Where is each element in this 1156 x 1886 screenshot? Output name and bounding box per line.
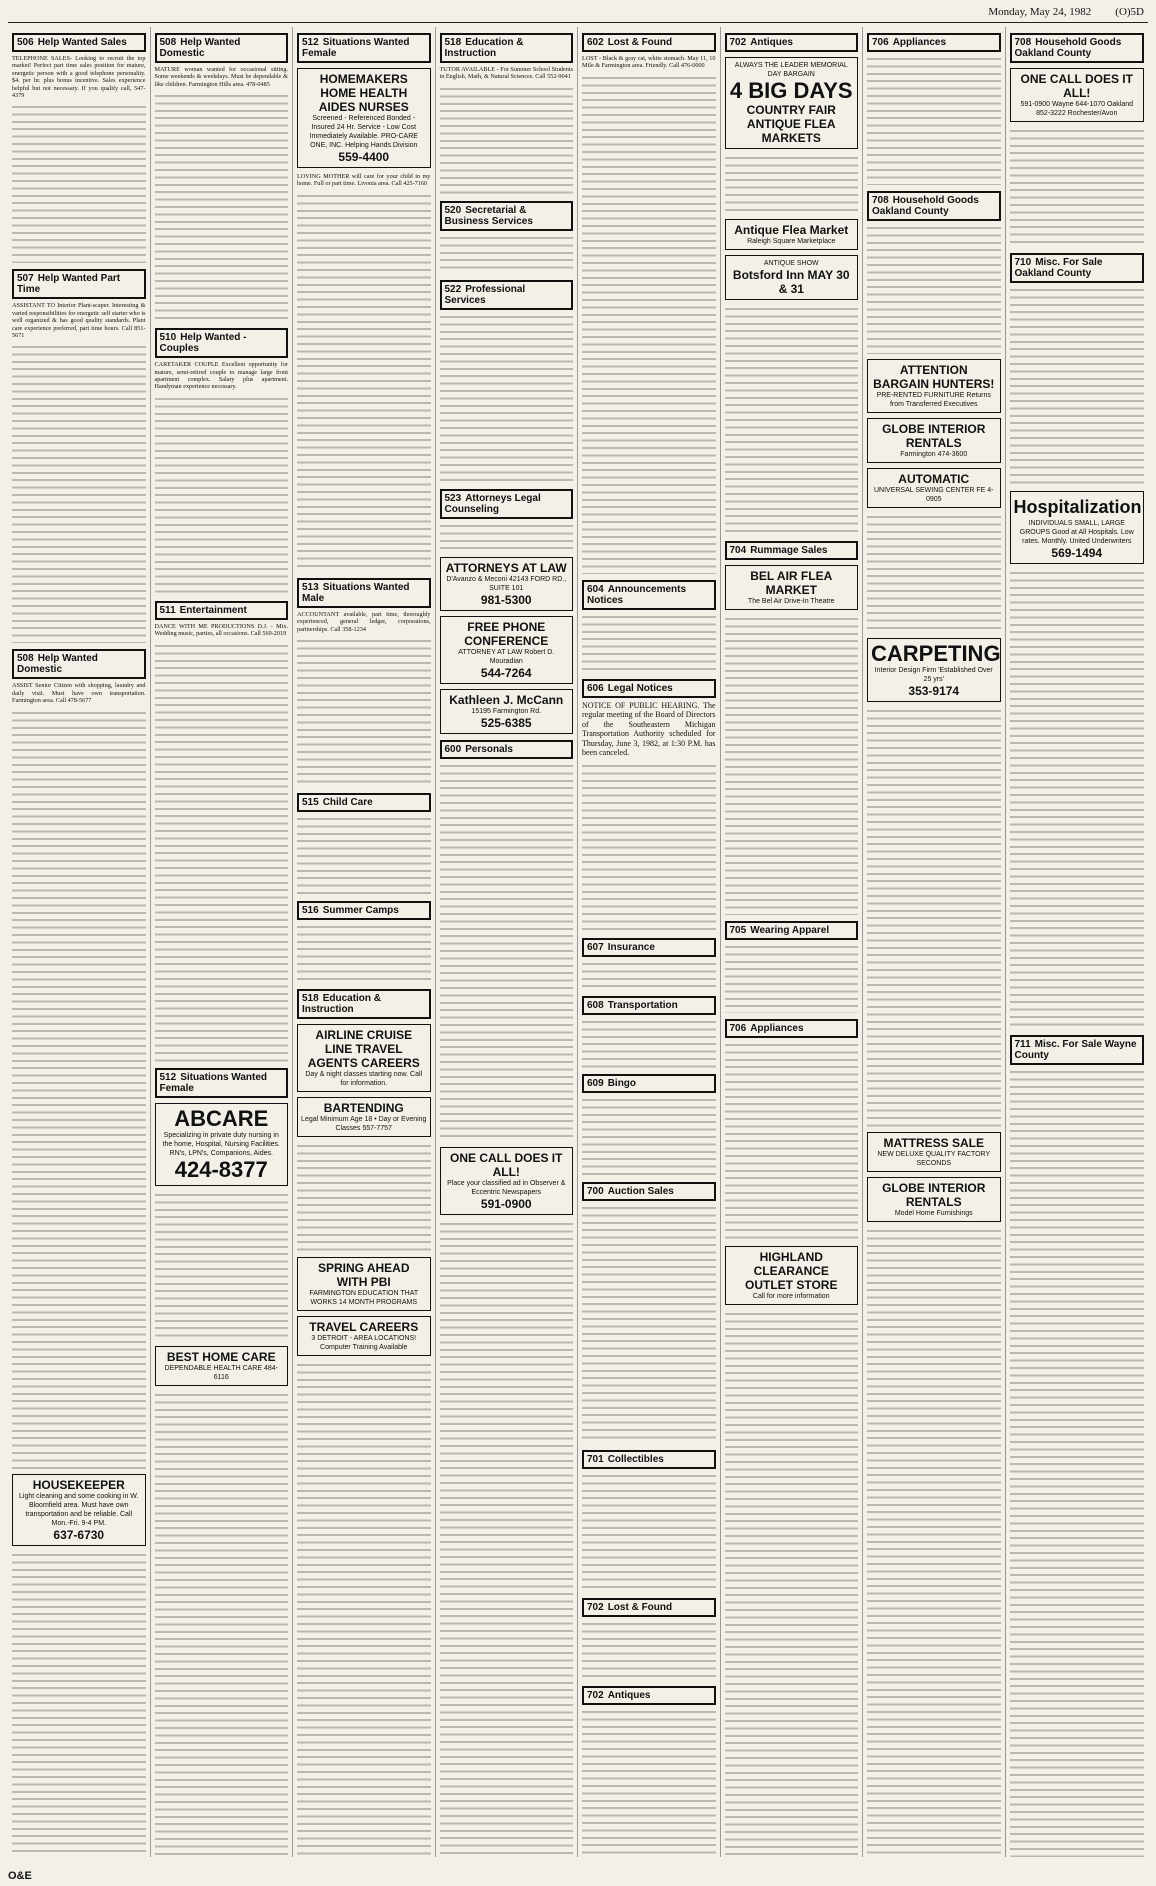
display-ad-airline-careers: AIRLINE CRUISE LINE TRAVEL AGENTS CAREERS Day & night classes starting now. Call for information. xyxy=(297,1024,431,1092)
display-ad-one-call: ONE CALL DOES IT ALL! Place your classified ad in Observer & Eccentric Newspapers 591-0900 xyxy=(440,1147,574,1215)
display-ad-kathleen-mccann: Kathleen J. McCann 15195 Farmington Rd. 525-6385 xyxy=(440,689,574,734)
section-header: 609 Bingo xyxy=(582,1074,716,1093)
ad-text-block xyxy=(867,707,1001,1127)
ad-text-block xyxy=(440,313,574,483)
column-8 xyxy=(1006,27,1149,1857)
section-header: 602 Lost & Found xyxy=(582,33,716,52)
section-header: 700 Auction Sales xyxy=(582,1182,716,1201)
ad-text-block xyxy=(12,103,146,263)
column-1 xyxy=(8,27,151,1857)
section-header: 708 Household Goods Oakland County xyxy=(867,191,1001,221)
classified-columns xyxy=(8,27,1148,1857)
classified-ad: TELEPHONE SALES- Looking to recruit the top market! Perfect part time sales position for mature, energetic person with a good telephone personality. $4. per hr. plus bonus incentive. Sales experience helpful but not necessary. If you qualify call, 547-4379 xyxy=(12,55,146,100)
ad-text-block xyxy=(297,1361,431,1857)
ad-text-block xyxy=(867,55,1001,185)
classified-ad: CARETAKER COUPLE Excellent opportunity for mature, semi-retired couple to manage large front apartment complex. Salary plus apartment. Handyman experience necessary. xyxy=(154,361,288,391)
section-header: 515 Child Care xyxy=(297,793,431,812)
display-ad-best-home-care: BEST HOME CARE DEPENDABLE HEALTH CARE 484-6116 xyxy=(155,1346,289,1386)
ad-text-block xyxy=(582,613,716,673)
edition-mark: O&E xyxy=(8,1870,32,1882)
section-header: 518 Education & Instruction xyxy=(440,33,574,63)
ad-text-block xyxy=(582,1620,716,1680)
section-header: 513 Situations Wanted Male xyxy=(297,578,431,608)
ad-text-block xyxy=(867,1227,1001,1857)
ad-text-block xyxy=(582,762,716,932)
ad-text-block xyxy=(297,192,431,572)
display-ad-flea-market: Antique Flea Market Raleigh Square Marketplace xyxy=(725,219,859,250)
ad-text-block xyxy=(582,1708,716,1857)
ad-text-block xyxy=(582,1018,716,1068)
ad-text-block xyxy=(725,1310,859,1857)
section-header: 701 Collectibles xyxy=(582,1450,716,1469)
section-header: 702 Lost & Found xyxy=(582,1598,716,1617)
ad-text-block xyxy=(725,943,859,1013)
section-header: 606 Legal Notices xyxy=(582,679,716,698)
section-header: 706 Appliances xyxy=(725,1019,859,1038)
section-header: 705 Wearing Apparel xyxy=(725,921,859,940)
display-ad-housekeeper: HOUSEKEEPER Light cleaning and some cooking in W. Bloomfield area. Must have own transportation and be reliable. Call Mon.-Fri. 9-4 PM. 637-6730 xyxy=(12,1474,146,1546)
display-ad-botsford-inn: ANTIQUE SHOW Botsford Inn MAY 30 & 31 xyxy=(725,255,859,300)
section-header: 507 Help Wanted Part Time xyxy=(12,269,146,299)
ad-text-block xyxy=(725,1041,859,1241)
column-6 xyxy=(721,27,864,1857)
ad-text-block xyxy=(725,305,859,535)
issue-date: Monday, May 24, 1982 xyxy=(988,6,1092,18)
ad-text-block xyxy=(582,1472,716,1592)
section-header: 600 Personals xyxy=(440,740,574,759)
section-header: 516 Summer Camps xyxy=(297,901,431,920)
ad-text-block xyxy=(297,923,431,983)
section-header: 520 Secretarial & Business Services xyxy=(440,201,574,231)
ad-text-block xyxy=(582,74,716,574)
classified-ad: DANCE WITH ME PRODUCTIONS D.J. - Mix. Wedding music, parties, all occasions. Call 569-2019 xyxy=(154,622,288,638)
ad-text-block xyxy=(1010,1068,1145,1857)
display-ad-carpeting: CARPETING Interior Design Firm 'Established Over 25 yrs' 353-9174 xyxy=(867,638,1001,702)
ad-text-block xyxy=(155,92,289,322)
section-header: 522 Professional Services xyxy=(440,280,574,310)
ad-text-block xyxy=(440,522,574,552)
masthead xyxy=(8,6,1148,23)
section-header: 511 Entertainment xyxy=(155,601,289,620)
ad-text-block xyxy=(582,1204,716,1444)
classified-ad: TUTOR AVAILABLE - For Summer School Students in English, Math, & Natural Sciences. Call 552-9041 xyxy=(439,66,573,81)
classified-ad: ACCOUNTANT available, part time, thoroughly experienced, general ledger, corporations, partnerships. Call 358-1234 xyxy=(297,610,431,633)
display-ad-free-phone-conference: FREE PHONE CONFERENCE ATTORNEY AT LAW Robert D. Mouradian 544-7264 xyxy=(440,616,574,684)
display-ad-model-home: GLOBE INTERIOR RENTALS Model Home Furnishings xyxy=(867,1177,1001,1222)
section-header: 518 Education & Instruction xyxy=(297,989,431,1019)
page-number: (O)5D xyxy=(1115,6,1144,18)
section-header: 702 Antiques xyxy=(582,1686,716,1705)
section-header: 607 Insurance xyxy=(582,938,716,957)
ad-text-block xyxy=(582,960,716,990)
display-ad-bargain-hunters: ATTENTION BARGAIN HUNTERS! PRE-RENTED FURNITURE Returns from Transferred Executives xyxy=(867,359,1001,413)
ad-text-block xyxy=(725,154,859,214)
section-header: 510 Help Wanted - Couples xyxy=(155,328,289,358)
display-ad-pro-care: HOMEMAKERS HOME HEALTH AIDES NURSES Screened - Referenced Bonded - Insured 24 Hr. Service - Low Cost Immediately Available. PRO-CARE ONE, INC. Helping Hands Division 559-4400 xyxy=(297,68,431,168)
classified-ad: LOST - Black & gray cat, white stomach. May 11, 10 Mile & Farmington area. Friendly. Call 476-0000 xyxy=(582,55,716,70)
ad-text-block xyxy=(440,1220,574,1857)
classified-ad: ASSIST Senior Citizen with shopping, laundry and daily visit. Must have own transportation. Farmington area. Call 478-5677 xyxy=(12,682,146,705)
section-header: 706 Appliances xyxy=(867,33,1001,52)
classified-ad: MATURE woman wanted for occasional sitting. Some weekends & weekdays. Must be dependable & like children. Farmington Hills area. 478-0485 xyxy=(154,66,288,88)
ad-text-block xyxy=(867,513,1001,633)
display-ad-hospitalization: Hospitalization INDIVIDUALS SMALL, LARGE GROUPS Good at All Hospitals. Low rates. Monthly. United Underwriters 569-1494 xyxy=(1010,491,1145,564)
display-ad-country-fair: ALWAYS THE LEADER MEMORIAL DAY BARGAIN 4 BIG DAYS COUNTRY FAIR ANTIQUE FLEA MARKETS xyxy=(725,57,859,149)
section-header: 708 Household Goods Oakland County xyxy=(1010,33,1145,63)
display-ad-bel-air: BEL AIR FLEA MARKET The Bel Air Drive-In Theatre xyxy=(725,565,859,610)
ad-text-block xyxy=(582,1096,716,1176)
column-3 xyxy=(293,27,436,1857)
ad-text-block xyxy=(1010,286,1145,486)
ad-text-block xyxy=(725,615,859,915)
section-header: 604 Announcements Notices xyxy=(582,580,716,610)
display-ad-pbi: SPRING AHEAD WITH PBI FARMINGTON EDUCATION THAT WORKS 14 MONTH PROGRAMS xyxy=(297,1257,431,1311)
display-ad-sewing-center: AUTOMATIC UNIVERSAL SEWING CENTER FE 4-0905 xyxy=(867,468,1001,508)
ad-text-block xyxy=(12,1551,146,1857)
classified-ad: ASSISTANT TO Interior Plant-scaper. Interesting & varied responsibilities for energetic self starter who is well organized & has good quality standards. Plant care experience preferred, part time hours. Call 851-5671 xyxy=(12,302,146,340)
ad-text-block xyxy=(440,234,574,274)
ad-text-block xyxy=(297,1142,431,1252)
section-header: 512 Situations Wanted Female xyxy=(297,33,431,63)
ad-text-block xyxy=(1010,569,1145,1029)
section-header: 523 Attorneys Legal Counseling xyxy=(440,489,574,519)
column-5 xyxy=(578,27,721,1857)
ad-text-block xyxy=(440,85,574,195)
display-ad-one-call: ONE CALL DOES IT ALL! 591-0900 Wayne 644-1070 Oakland 852-3222 Rochester/Avon xyxy=(1010,68,1145,122)
legal-notice: NOTICE OF PUBLIC HEARING. The regular meeting of the Board of Directors of the Southeastern Michigan Transportation Authority scheduled for Thursday, June 3, 1982, at 1:30 P.M. has been canceled. xyxy=(582,700,716,758)
classified-ad: LOVING MOTHER will care for your child in my home. Full or part time. Livonia area. Call 425-7160 xyxy=(297,173,431,188)
ad-text-block xyxy=(297,815,431,895)
ad-text-block xyxy=(155,395,289,595)
ad-text-block xyxy=(12,709,146,1469)
ad-text-block xyxy=(155,642,289,1062)
display-ad-travel-careers: TRAVEL CAREERS 3 DETROIT - AREA LOCATIONS! Computer Training Available xyxy=(297,1316,431,1356)
section-header: 704 Rummage Sales xyxy=(725,541,859,560)
section-header: 506 Help Wanted Sales xyxy=(12,33,146,52)
section-header: 608 Transportation xyxy=(582,996,716,1015)
section-header: 508 Help Wanted Domestic xyxy=(12,649,146,679)
section-header: 710 Misc. For Sale Oakland County xyxy=(1010,253,1145,283)
display-ad-abcare: ABCARE Specializing in private duty nursing in the home, Hospital, Nursing Facilities. RN's, LPN's, Companions, Aides. 424-8377 xyxy=(155,1103,289,1186)
ad-text-block xyxy=(867,224,1001,354)
ad-text-block xyxy=(155,1191,289,1341)
ad-text-block xyxy=(155,1391,289,1857)
ad-text-block xyxy=(12,343,146,643)
section-header: 711 Misc. For Sale Wayne County xyxy=(1010,1035,1145,1065)
display-ad-globe-rentals: GLOBE INTERIOR RENTALS Farmington 474-3600 xyxy=(867,418,1001,463)
section-header: 512 Situations Wanted Female xyxy=(155,1068,289,1098)
section-header: 702 Antiques xyxy=(725,33,859,52)
column-7 xyxy=(863,27,1006,1857)
column-4 xyxy=(436,27,579,1857)
display-ad-mattress-sale: MATTRESS SALE NEW DELUXE QUALITY FACTORY SECONDS xyxy=(867,1132,1001,1172)
display-ad-highland: HIGHLAND CLEARANCE OUTLET STORE Call for more information xyxy=(725,1246,859,1305)
ad-text-block xyxy=(297,637,431,787)
display-ad-bartending: BARTENDING Legal Minimum Age 18 • Day or Evening Classes 557-7757 xyxy=(297,1097,431,1137)
ad-text-block xyxy=(440,762,574,1142)
ad-text-block xyxy=(1010,127,1145,247)
section-header: 508 Help Wanted Domestic xyxy=(155,33,289,63)
display-ad-davanzo-meconi: ATTORNEYS AT LAW D'Avanzo & Meconi 42143 FORD RD., SUITE 101 981-5300 xyxy=(440,557,574,611)
column-2 xyxy=(151,27,294,1857)
